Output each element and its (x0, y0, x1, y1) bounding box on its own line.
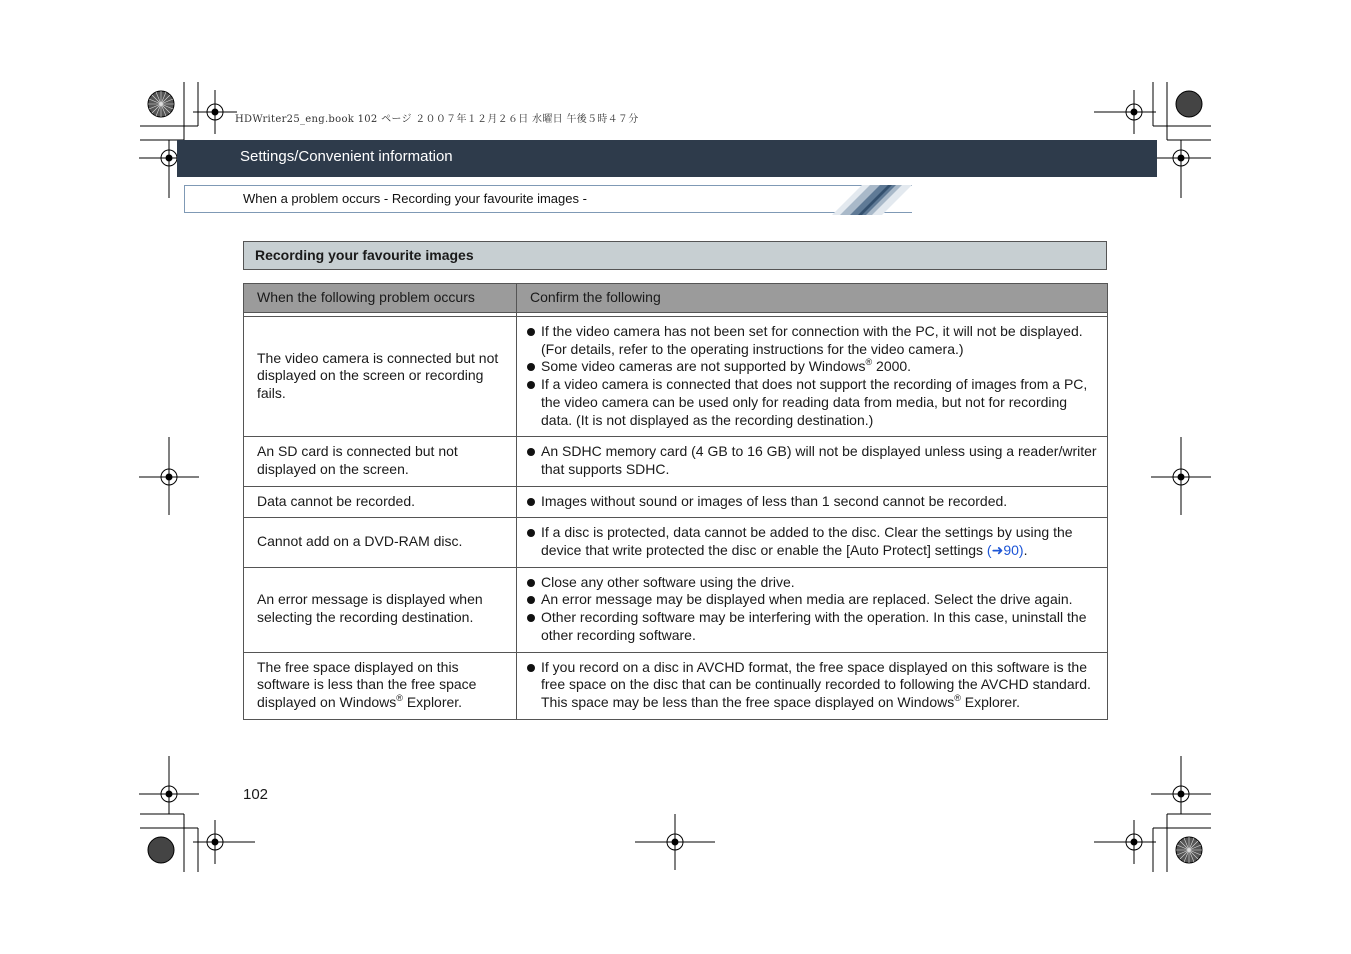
bullet-item: If you record on a disc in AVCHD format, the free space displayed on this software is the free space on the disc that can be continually recorded to following the AVCHD standard. This space may be less than the free space displayed on Windows® Explorer. (527, 659, 1101, 712)
column-header-problem: When the following problem occurs (244, 284, 517, 313)
bullet-item: Images without sound or images of less than 1 second cannot be recorded. (527, 493, 1101, 511)
solution-cell (517, 317, 1108, 437)
solution-cell (517, 518, 1108, 567)
solution-cell (517, 652, 1108, 719)
section-title: Recording your favourite images (255, 247, 474, 263)
bullet-item: An error message may be displayed when media are replaced. Select the drive again. (527, 591, 1101, 609)
table-row (244, 486, 1108, 518)
problem-cell: An SD card is connected but not displayed on the screen. (244, 437, 517, 486)
bullet-item: If a video camera is connected that does not support the recording of images from a PC, the video camera can be used only for reading data from media, but not for recording data. (It is not displayed as the recording destination.) (527, 376, 1101, 429)
table-row (244, 518, 1108, 567)
section-title-box (243, 241, 1107, 270)
table-row (244, 652, 1108, 719)
breadcrumb-text: When a problem occurs - Recording your favourite images - (243, 191, 587, 206)
bullet-item: If a disc is protected, data cannot be added to the disc. Clear the settings by using the device that write protected the disc or enable the [Auto Protect] settings (➜90). (527, 524, 1101, 559)
page-reference-link[interactable]: (➜90) (986, 542, 1024, 559)
bullet-item: An SDHC memory card (4 GB to 16 GB) will not be displayed unless using a reader/writer that supports SDHC. (527, 443, 1101, 478)
problem-cell: Data cannot be recorded. (244, 486, 517, 518)
table-row (244, 567, 1108, 652)
bullet-item: Other recording software may be interfering with the operation. In this case, uninstall the other recording software. (527, 609, 1101, 644)
print-info-line: HDWriter25_eng.book 102 ページ ２００７年１２月２６日 水曜日 午後５時４７分 (235, 114, 639, 125)
chapter-title: Settings/Convenient information (240, 148, 453, 165)
problem-cell: The video camera is connected but not displayed on the screen or recording fails. (244, 317, 517, 437)
table-header-row (244, 284, 1108, 313)
bullet-item: If the video camera has not been set for connection with the PC, it will not be displayed. (For details, refer to the operating instructions for the video camera.) (527, 323, 1101, 358)
bullet-item: Close any other software using the drive. (527, 574, 1101, 592)
table-row (244, 437, 1108, 486)
problem-cell: Cannot add on a DVD-RAM disc. (244, 518, 517, 567)
problem-cell: An error message is displayed when selecting the recording destination. (244, 567, 517, 652)
problem-cell: The free space displayed on this software is less than the free space displayed on Windows® Explorer. (244, 652, 517, 719)
decorative-stripes-icon (832, 185, 912, 215)
solution-cell (517, 437, 1108, 486)
troubleshooting-table (243, 283, 1108, 720)
table-row (244, 317, 1108, 437)
solution-cell (517, 486, 1108, 518)
column-header-confirm: Confirm the following (517, 284, 1108, 313)
bullet-item: Some video cameras are not supported by Windows® 2000. (527, 358, 1101, 376)
chapter-header-bar (177, 140, 1157, 177)
page-number: 102 (243, 786, 269, 803)
breadcrumb (184, 185, 912, 213)
solution-cell (517, 567, 1108, 652)
